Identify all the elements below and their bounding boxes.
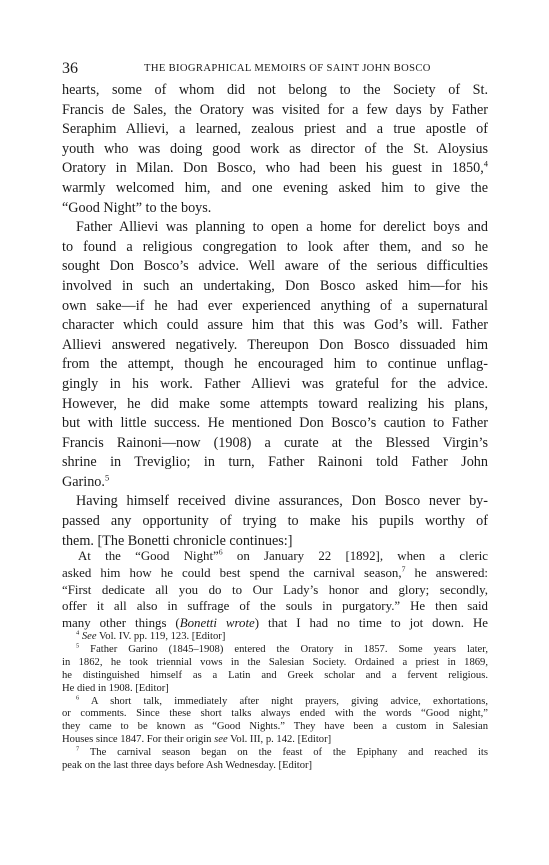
text-line xyxy=(62,473,488,493)
footnote-4 xyxy=(62,631,488,644)
text-line: youth who was doing good work as director of the St. Aloysius xyxy=(62,140,488,157)
text-line: offer it all also in suffrage of the souls in purgatory.” He then said xyxy=(62,599,488,614)
body-text xyxy=(62,81,488,551)
text-line-content: he answered: xyxy=(405,565,488,580)
text-line: involved in such an undertaking, Don Bosco asked him—for his xyxy=(62,277,488,294)
text-line: Francis de Sales, the Oratory was visited for a few days by Father xyxy=(62,101,488,118)
text-line: hearts, some of whom did not belong to the Society of St. xyxy=(62,82,488,98)
footnote-text: Vol. IV. pp. 119, 123. [Editor] xyxy=(96,631,226,642)
text-line: from the attempt, though he encouraged him to continue unflag- xyxy=(62,356,488,373)
text-line: character which could assure him that this was God’s will. Father xyxy=(62,317,488,334)
text-line xyxy=(62,565,488,582)
footnote-ref: 6 xyxy=(218,547,223,557)
chronicle-quote xyxy=(62,548,488,632)
text-line xyxy=(62,615,488,632)
text-line: Seraphim Allievi, a learned, zealous priest and a true apostle of xyxy=(62,121,488,138)
footnote-line: they came to be known as “Good Nights.” They have been a custom in Salesian xyxy=(62,721,488,733)
text-line-content: asked him how he could best spend the carnival season, xyxy=(62,565,402,580)
text-line: passed any opportunity of trying to make his pupils worthy of xyxy=(62,513,488,530)
text-line: gingly in his work. Father Allievi was grateful for the advice. xyxy=(62,375,488,392)
text-line-content: Having himself received divine assurances, Don Bosco never by- xyxy=(76,493,488,510)
footnote-ref: 7 xyxy=(401,564,406,574)
text-line: However, he did make some attempts toward realizing his plans, xyxy=(62,395,488,412)
text-line: Francis Rainoni—now (1908) a curate at the Blessed Virgin’s xyxy=(62,434,488,451)
footnote-text: Houses since 1847. For their origin xyxy=(62,734,215,746)
text-line: own sake—if he had ever experienced anything of a supernatural xyxy=(62,297,488,314)
footnote-mark: 7 xyxy=(76,745,80,753)
text-line: warmly welcomed him, and one evening asked him to give the xyxy=(62,179,488,196)
italic-text: see xyxy=(214,734,228,746)
footnote-line: or comments. Since these short talks always ended with the words “Good night,” xyxy=(62,708,488,720)
footnote-line: He died in 1908. [Editor] xyxy=(62,682,169,694)
text-line: Allievi answered negatively. Thereupon Don Bosco dissuaded him xyxy=(62,336,488,353)
text-line-content: many other things ( xyxy=(62,616,180,631)
text-line: them. [The Bonetti chronicle continues:] xyxy=(62,532,293,549)
text-line-content: At the “Good Night” xyxy=(78,549,219,563)
footnote-5 xyxy=(62,644,488,657)
footnote-mark: 4 xyxy=(76,629,80,637)
text-line: “First dedicate all you do to Our Lady’s honor and glory; secondly, xyxy=(62,582,488,597)
page-number: 36 xyxy=(62,60,78,77)
footnote-line xyxy=(62,734,488,747)
footnote-text: Father Garino (1845–1908) entered the Oratory in 1857. Some years later, xyxy=(79,643,488,655)
footnote-ref: 5 xyxy=(104,472,110,483)
text-line xyxy=(62,548,488,565)
text-line-content: on January 22 [1892], when a cleric xyxy=(222,549,488,563)
footnote-line: in 1862, he took triennial vows in the Salesian Society. Ordained a priest in 1869, xyxy=(62,656,488,668)
footnote-text: The carnival season began on the feast of the Epiphany and reached its xyxy=(79,747,488,759)
footnotes xyxy=(62,631,488,773)
text-line-content: Oratory in Milan. Don Bosco, who had been his guest in 1850, xyxy=(62,160,484,177)
text-line: sought Don Bosco’s advice. Well aware of the serious difficulties xyxy=(62,258,488,275)
italic-text: Bonetti wrote xyxy=(179,616,255,631)
footnote-text: A short talk, immediately after night prayers, giving advice, exhortations, xyxy=(79,695,488,707)
footnote-ref: 4 xyxy=(483,158,488,169)
text-line xyxy=(62,492,488,512)
text-line-content: ) that I had no time to jot down. He xyxy=(254,616,488,631)
text-line xyxy=(62,159,488,179)
footnote-line: he distinguished himself as a Latin and Greek scholar and a fervent religious. xyxy=(62,669,488,681)
running-title: THE BIOGRAPHICAL MEMOIRS OF SAINT JOHN BOSCO xyxy=(144,63,431,74)
footnote-mark: 6 xyxy=(76,694,80,701)
page-header xyxy=(62,60,488,80)
text-line: but with little success. He mentioned Don Bosco’s caution to Father xyxy=(62,415,488,432)
footnote-6 xyxy=(62,696,488,709)
text-line: to found a religious congregation to look after them, and so he xyxy=(62,238,488,255)
footnote-line: peak on the last three days before Ash Wednesday. [Editor] xyxy=(62,760,313,772)
text-line xyxy=(62,218,488,238)
text-line: “Good Night” to the boys. xyxy=(62,199,212,216)
text-line: shrine in Treviglio; in turn, Father Rainoni told Father John xyxy=(62,454,488,471)
footnote-mark: 5 xyxy=(76,642,80,650)
text-line-content: Garino. xyxy=(62,473,105,490)
text-line-content: Father Allievi was planning to open a home for derelict boys and xyxy=(76,219,488,236)
footnote-7 xyxy=(62,747,488,760)
footnote-text: Vol. III, p. 142. [Editor] xyxy=(227,734,332,746)
italic-text: See xyxy=(81,631,97,642)
